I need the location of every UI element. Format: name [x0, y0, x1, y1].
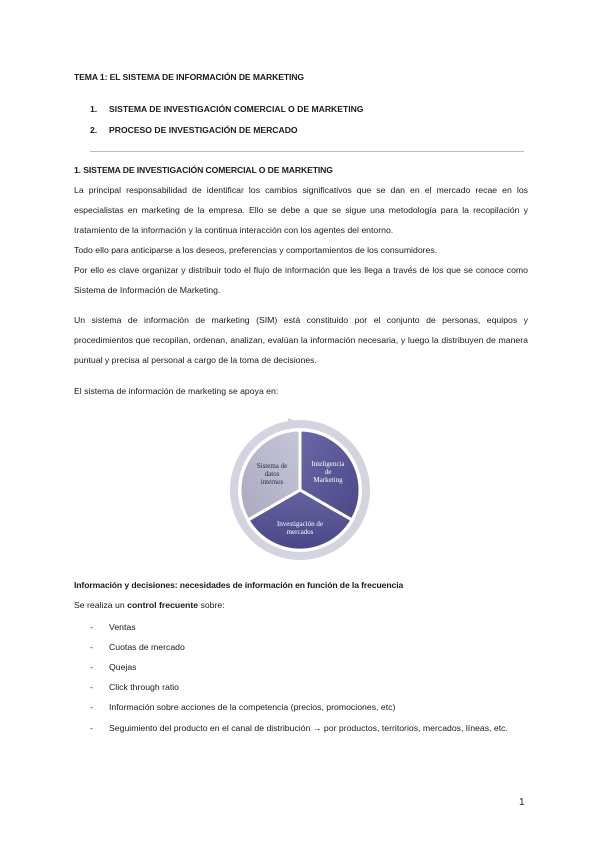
paragraph: El sistema de información de marketing se apoya en: — [74, 386, 279, 396]
toc-item-2 — [90, 125, 298, 135]
section-heading: 1. SISTEMA DE INVESTIGACIÓN COMERCIAL O DE MARKETING — [74, 165, 333, 175]
list-item-text: Información sobre acciones de la competencia (precios, promociones, etc) — [109, 702, 396, 712]
page-number: 1 — [519, 797, 525, 808]
label-intelligence-3: Marketing — [313, 476, 343, 484]
toc-label: PROCESO DE INVESTIGACIÓN DE MERCADO — [109, 125, 298, 135]
label-internal-data-3: internos — [260, 478, 284, 486]
list-dash: - — [90, 723, 93, 733]
list-dash: - — [90, 622, 93, 632]
label-intelligence-1: Inteligencia — [311, 460, 345, 468]
list-dash: - — [90, 662, 93, 672]
list-item-text: Ventas — [109, 622, 136, 632]
subsection-heading: Información y decisiones: necesidades de información en función de la frecuencia — [74, 580, 404, 590]
list-dash: - — [90, 682, 93, 692]
list-item-text: Seguimiento del producto en el canal de distribución → por productos, territorios, mercados, líneas, etc. — [109, 723, 508, 733]
sim-cycle-diagram — [228, 412, 378, 562]
list-item — [90, 657, 530, 677]
list-item-text: Cuotas de mercado — [109, 642, 185, 652]
intro-bold: control frecuente — [127, 600, 199, 610]
label-internal-data-2: datos — [264, 470, 280, 478]
label-research-2: mercados — [286, 528, 314, 536]
paragraph: Por ello es clave organizar y distribuir todo el flujo de información que les llega a través de los que se conoce como Sistema de Información de Marketing. — [74, 265, 528, 295]
list-dash: - — [90, 702, 93, 712]
list-item — [90, 677, 530, 697]
paragraph: Todo ello para anticiparse a los deseos, preferencias y comportamientos de los consumidores. — [74, 245, 438, 255]
control-intro — [74, 600, 225, 610]
intro-prefix: Se realiza un — [74, 600, 128, 610]
document-title: TEMA 1: EL SISTEMA DE INFORMACIÓN DE MARKETING — [74, 72, 304, 82]
paragraph: La principal responsabilidad de identificar los cambios significativos que se dan en el mercado recae en los especialistas en marketing de la empresa. Ello se debe a que se sigue una metodología para la recopilación y tratamiento de la información y la continua interacción con los agentes del entorno. — [74, 185, 528, 235]
list-item — [90, 697, 530, 717]
list-item-text: Quejas — [109, 662, 137, 672]
list-item-text: Click through ratio — [109, 682, 180, 692]
section-divider — [90, 151, 524, 152]
toc-item-1 — [90, 104, 364, 114]
list-item — [90, 637, 530, 657]
intro-suffix: sobre: — [198, 600, 225, 610]
list-dash: - — [90, 642, 93, 652]
toc-label: SISTEMA DE INVESTIGACIÓN COMERCIAL O DE MARKETING — [109, 104, 364, 114]
toc-number: 1. — [90, 104, 98, 114]
paragraph: Un sistema de información de marketing (SIM) está constituido por el conjunto de personas, equipos y procedimientos que recopilan, ordenan, analizan, evalúan la información necesaria, y luego la distribuyen de manera puntual y precisa al personal a cargo de la toma de decisiones. — [74, 315, 528, 365]
list-item — [90, 617, 530, 637]
label-internal-data-1: Sistema de — [256, 462, 288, 470]
toc-number: 2. — [90, 125, 98, 135]
label-intelligence-2: de — [324, 468, 332, 476]
label-research-1: Investigación de — [276, 520, 324, 528]
list-item — [90, 717, 530, 739]
control-list — [90, 617, 530, 739]
